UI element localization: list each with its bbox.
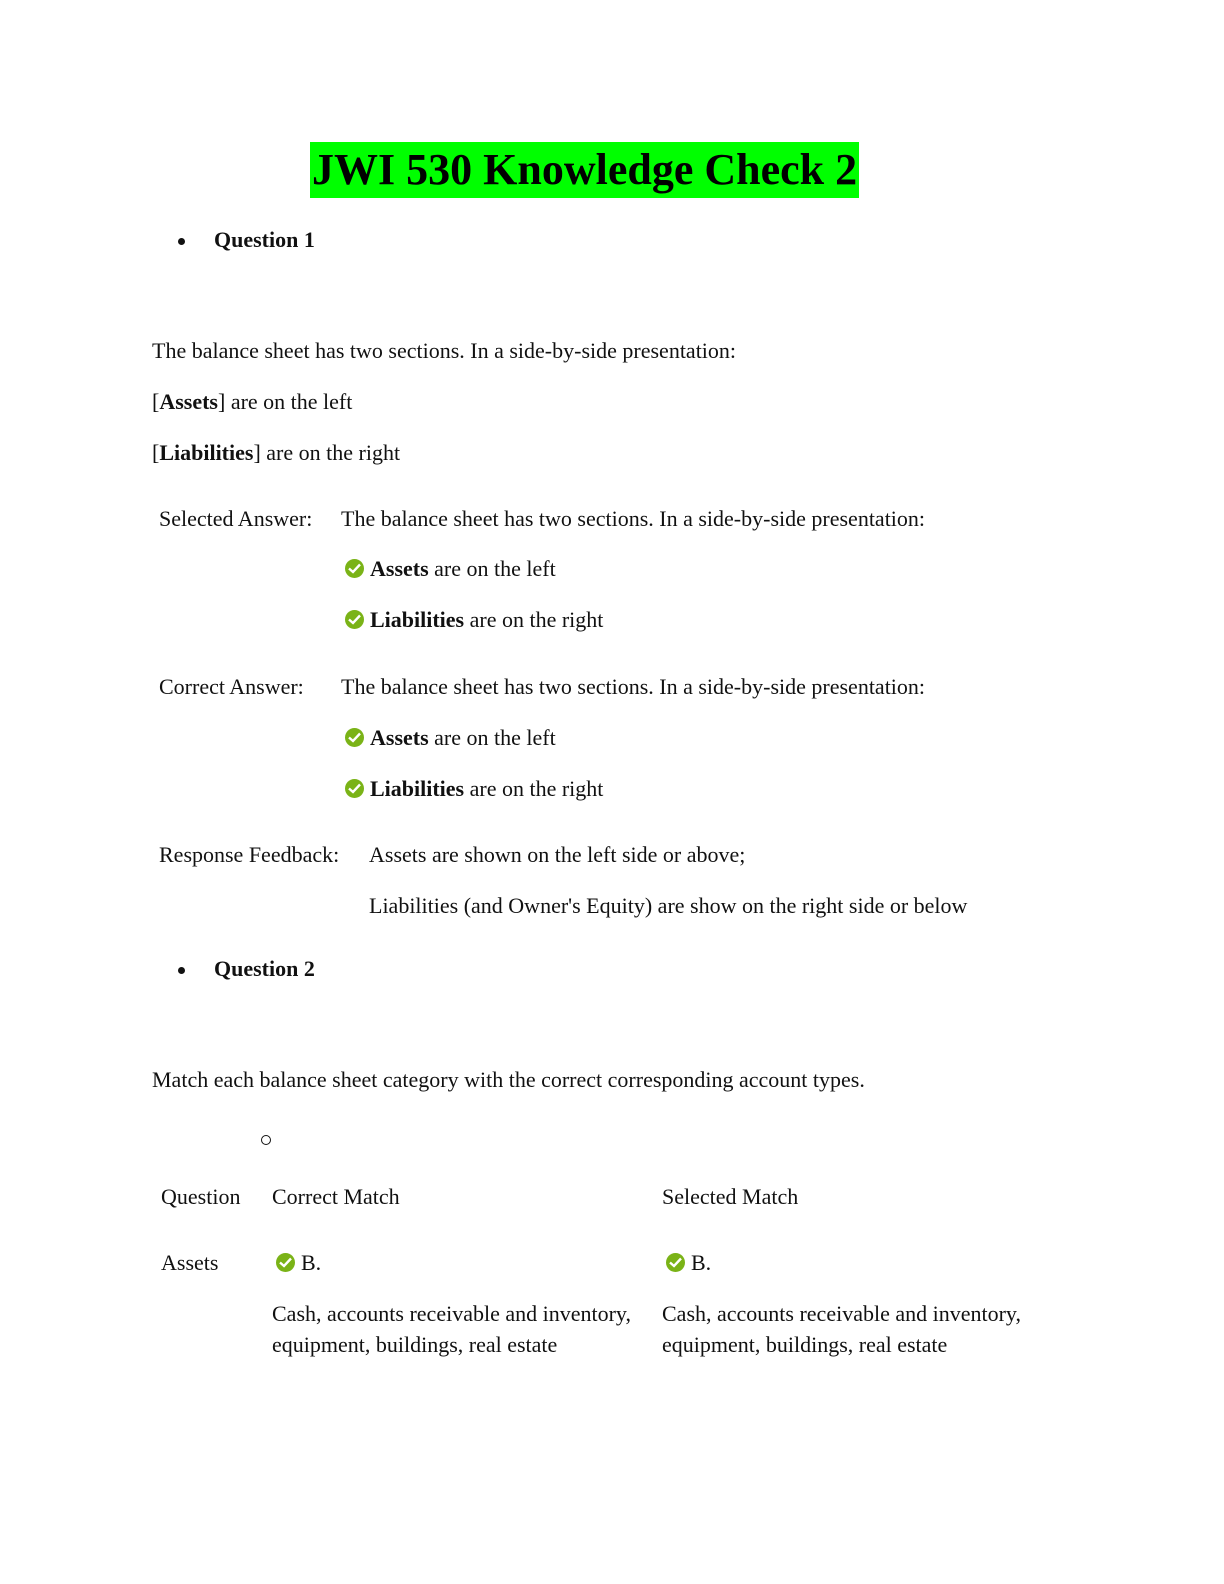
bullet-icon [178,967,185,974]
check-circle-icon [345,779,364,798]
table-cell-correct-text: Cash, accounts receivable and inventory, equipment, buildings, real estate [272,1301,631,1357]
check-circle-icon [345,559,364,578]
correct-answer-item: Liabilities are on the right [345,776,603,802]
table-cell-correct-letter: B. [276,1250,321,1276]
table-cell-question: Assets [161,1250,219,1275]
selected-answer-item: Liabilities are on the right [345,607,603,633]
table-cell-selected-letter: B. [666,1250,711,1276]
question-1-blank-2: [Liabilities] are on the right [152,440,401,465]
correct-answer-intro: The balance sheet has two sections. In a side-by-side presentation: [341,674,926,699]
question-1-prompt: The balance sheet has two sections. In a side-by-side presentation: [152,338,737,363]
question-2-prompt: Match each balance sheet category with the correct corresponding account types. [152,1067,865,1092]
selected-answer-label: Selected Answer: [159,506,313,531]
selected-answer-intro: The balance sheet has two sections. In a side-by-side presentation: [341,506,926,531]
correct-answer-item: Assets are on the left [345,725,556,751]
title-highlight [310,142,859,198]
selected-answer-item: Assets are on the left [345,556,556,582]
check-circle-icon [666,1253,685,1272]
correct-answer-label: Correct Answer: [159,674,304,699]
page-title: JWI 530 Knowledge Check 2 [312,145,858,194]
table-cell-selected-text: Cash, accounts receivable and inventory, equipment, buildings, real estate [662,1301,1021,1357]
check-circle-icon [276,1253,295,1272]
bullet-icon [178,238,185,245]
check-circle-icon [345,610,364,629]
question-2-heading: Question 2 [214,956,315,981]
hollow-circle-icon [261,1135,271,1145]
table-header-selected-match: Selected Match [662,1184,799,1209]
response-feedback-label: Response Feedback: [159,842,340,867]
table-header-question: Question [161,1184,241,1209]
check-circle-icon [345,728,364,747]
question-1-blank-1: [Assets] are on the left [152,389,353,414]
response-feedback-line: Assets are shown on the left side or above; [369,842,746,867]
question-1-heading: Question 1 [214,227,315,252]
response-feedback-line: Liabilities (and Owner's Equity) are show on the right side or below [369,893,968,918]
table-header-correct-match: Correct Match [272,1184,400,1209]
